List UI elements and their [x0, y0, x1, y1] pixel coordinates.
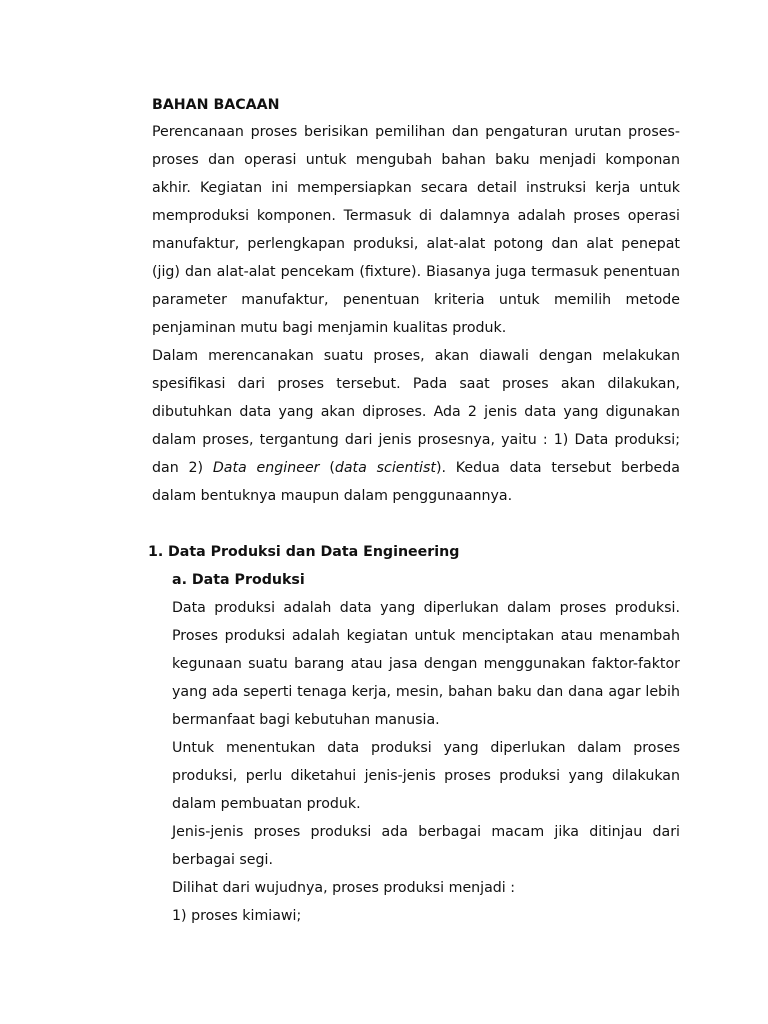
section-1-heading: [148, 538, 680, 566]
intro-paragraph-2-italic-data-engineer: Data engineer: [212, 460, 320, 476]
section-1-number: 1.: [148, 544, 164, 560]
list-item-proses-kimiawi: 1) proses kimiawi;: [172, 908, 302, 924]
subsection-a-paragraph-1: Data produksi adalah data yang diperlukan dalam proses produksi. Proses produksi adalah kegiatan untuk menciptakan atau menambah kegunaan suatu barang atau jasa dengan menggunakan faktor-faktor yang ada seperti tenaga kerja, mesin, bahan baku dan dana agar lebih bermanfaat bagi kebutuhan manusia.: [172, 600, 680, 728]
subsection-a-paragraph-4: Dilihat dari wujudnya, proses produksi menjadi :: [172, 880, 516, 896]
intro-paragraph-2-text-3: ). Kedua data tersebut berbeda dalam bentuknya maupun dalam penggunaannya.: [152, 460, 680, 504]
intro-paragraph-2: [152, 342, 680, 510]
intro-paragraph-1: Perencanaan proses berisikan pemilihan dan pengaturan urutan proses-proses dan operasi untuk mengubah bahan baku menjadi komponan akhir. Kegiatan ini mempersiapkan secara detail instruksi kerja untuk memproduksi komponen. Termasuk di dalamnya adalah proses operasi manufaktur, perlengkapan produksi, alat-alat potong dan alat penepat (jig) dan alat-alat pencekam (fixture). Biasanya juga termasuk penentuan parameter manufaktur, penentuan kriteria untuk memilih metode penjaminan mutu bagi menjamin kualitas produk.: [152, 124, 680, 336]
subsection-a-paragraph-2: Untuk menentukan data produksi yang diperlukan dalam proses produksi, perlu diketahui jenis-jenis proses produksi yang dilakukan dalam pembuatan produk.: [172, 740, 680, 812]
section-1-heading-text: Data Produksi dan Data Engineering: [168, 544, 460, 560]
document-body: [148, 92, 680, 930]
intro-paragraph-2-italic-data-scientist: data scientist: [334, 460, 436, 476]
intro-paragraph-2-text-2: (: [319, 460, 335, 476]
section-spacer: [152, 510, 680, 538]
subsection-a-paragraph-3: Jenis-jenis proses produksi ada berbagai macam jika ditinjau dari berbagai segi.: [172, 824, 680, 868]
document-title: BAHAN BACAAN: [152, 97, 280, 113]
intro-paragraph-2-text-1: Dalam merencanakan suatu proses, akan diawali dengan melakukan spesifikasi dari proses tersebut. Pada saat proses akan dilakukan, dibutuhkan data yang akan diproses. Ada 2 jenis data yang digunakan dalam proses, tergantung dari jenis prosesnya, yaitu : 1) Data produksi; dan 2): [152, 348, 680, 476]
subsection-a-heading: a. Data Produksi: [172, 572, 305, 588]
